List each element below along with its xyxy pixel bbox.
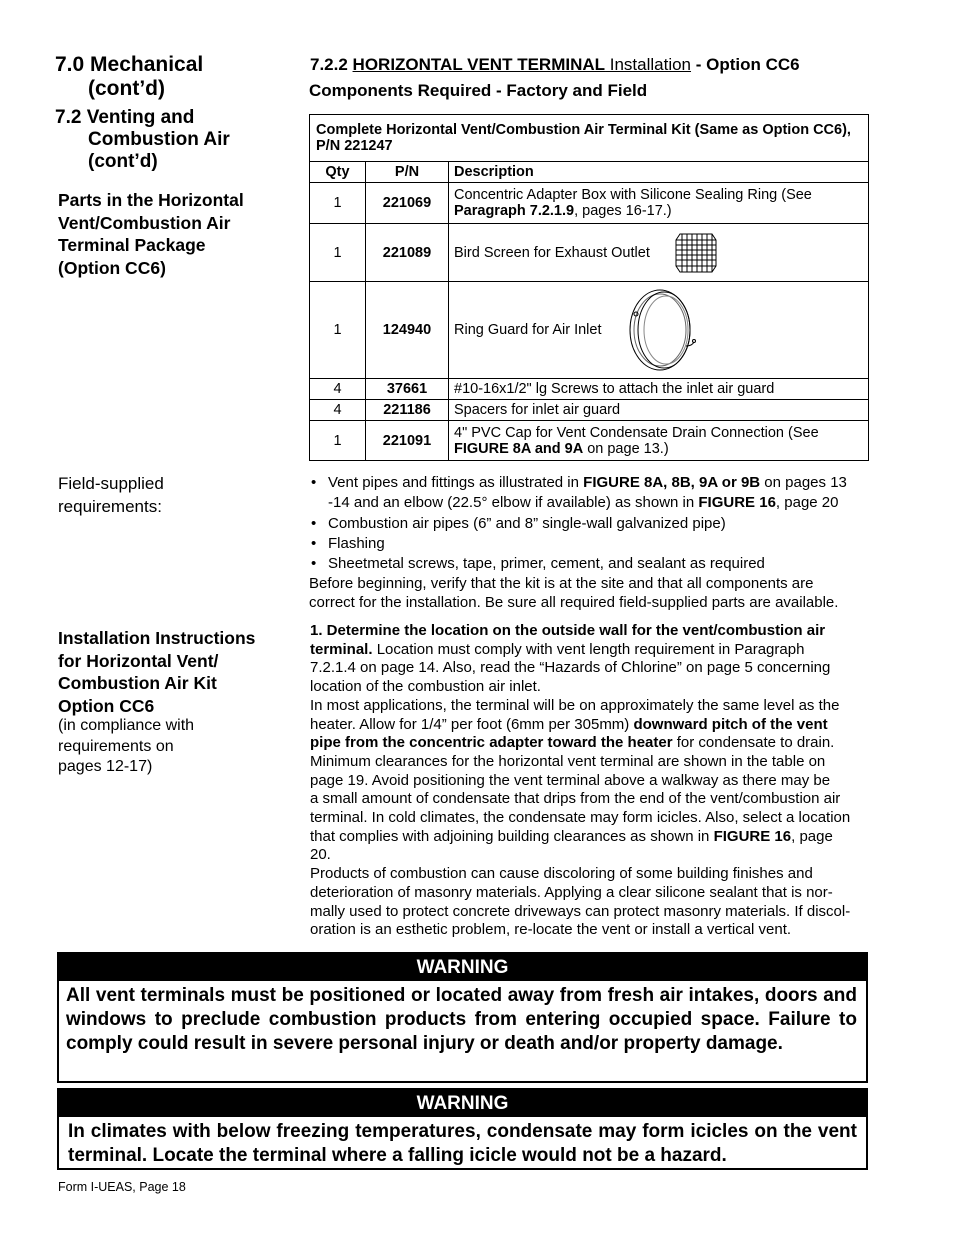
warning-box-1 — [57, 952, 868, 1083]
sub-heading: 7.2 Venting and Combustion Air (cont’d) — [55, 107, 230, 172]
field-label: Field-supplied requirements: — [58, 474, 164, 516]
section-heading: 7.0 Mechanical (cont’d) — [55, 53, 204, 100]
warning-heading: WARNING — [59, 954, 866, 981]
warning-text: All vent terminals must be positioned or located away from fresh air intakes, doors and windows to preclude combustion products from entering occupied space. Failure to comply could result in severe personal injury or death and/or property damage. — [66, 985, 857, 1054]
list-item: • Sheetmetal screws, tape, primer, cement, and sealant as required — [309, 554, 879, 574]
list-item: • Combustion air pipes (6” and 8” single-wall galvanized pipe) — [309, 514, 879, 534]
warning-box-2 — [57, 1088, 868, 1170]
ring-guard-illustration — [620, 284, 700, 376]
page-footer: Form I-UEAS, Page 18 — [58, 1180, 186, 1194]
warning-heading: WARNING — [59, 1090, 866, 1117]
bird-screen-illustration — [672, 230, 720, 276]
header-pn: P/N — [366, 162, 449, 183]
table-header-row — [310, 162, 869, 183]
kit-table — [309, 114, 869, 461]
field-requirements: • Vent pipes and fittings as illustrated in FIGURE 8A, 8B, 9A or 9B on pages 13 -14 and an elbow (22.5° elbow if available) as shown in FIGURE 16, page 20 • Combustion air pipes (6” and 8” single-wall galvanized pipe) • Flashing • Sheetmetal screws, tape, primer, cement, and sealant as required Before beginning, verify that the kit is at the site and that all components are correct for the installation. Be sure all required field-supplied parts are available. — [309, 473, 879, 612]
install-label: Installation Instructions for Horizontal Vent/ Combustion Air Kit Option CC6 — [58, 628, 256, 716]
table-row: 1 124940 Ring Guard for Air Inlet — [310, 282, 869, 379]
table-row: 4 221186 Spacers for inlet air guard — [310, 400, 869, 421]
section-subtitle: Components Required - Factory and Field — [309, 81, 648, 100]
warning-text: In climates with below freezing temperatures, condensate may form icicles on the vent terminal. Locate the terminal where a falling icicle would not be a hazard. — [68, 1121, 857, 1166]
install-instructions: 1. Determine the location on the outside wall for the vent/combustion air terminal. Location must comply with vent length requirement in Paragraph 7.2.1.4 on page 14. Also, read the “Hazards of Chlorine” on page 5 concerning location of the combustion air inlet. In most applications, the terminal will be on approximately the same level as the heater. Allow for 1/4” per foot (6mm per 305mm) downward pitch of the vent pipe from the concentric adapter toward the heater for condensate to drain. Minimum clearances for the horizontal vent terminal are shown in the table on page 19. Avoid positioning the vent terminal above a walkway as there may be a small amount of condensate that drips from the end of the vent/combustion air terminal. In cold climates, the condensate may form icicles. Also, select a location that complies with adjoining building clearances as shown in FIGURE 16, page 20. Products of combustion can cause discoloring of some building finishes and deterioration of masonry materials. Applying a clear silicone sealant that is nor- mally used to protect concrete driveways can protect masonry materials. If discol- oration is an esthetic problem, re-locate the vent or install a vertical vent. — [310, 622, 851, 939]
install-note: (in compliance with requirements on pages 12-17) — [58, 717, 195, 775]
list-item: • Flashing — [309, 534, 879, 554]
table-row: 1 221069 Concentric Adapter Box with Silicone Sealing Ring (See Paragraph 7.2.1.9, pages 16-17.) — [310, 183, 869, 224]
field-note: Before beginning, verify that the kit is at the site and that all components are correct for the installation. Be sure all required field-supplied parts are available. — [309, 575, 839, 611]
parts-label: Parts in the Horizontal Vent/Combustion Air Terminal Package (Option CC6) — [58, 190, 244, 278]
header-description: Description — [449, 162, 869, 183]
table-row: 1 221091 4" PVC Cap for Vent Condensate Drain Connection (See FIGURE 8A and 9A on page 13.) — [310, 421, 869, 461]
table-row: 4 37661 #10-16x1/2" lg Screws to attach the inlet air guard — [310, 379, 869, 400]
section-title: 7.2.2 HORIZONTAL VENT TERMINAL Installation - Option CC6 — [310, 55, 800, 74]
table-caption: Complete Horizontal Vent/Combustion Air Terminal Kit (Same as Option CC6), P/N 221247 — [310, 115, 869, 162]
table-row: 1 221089 Bird Screen for Exhaust Outlet — [310, 224, 869, 282]
header-qty: Qty — [310, 162, 366, 183]
list-item: • Vent pipes and fittings as illustrated in FIGURE 8A, 8B, 9A or 9B on pages 13 — [309, 473, 879, 493]
